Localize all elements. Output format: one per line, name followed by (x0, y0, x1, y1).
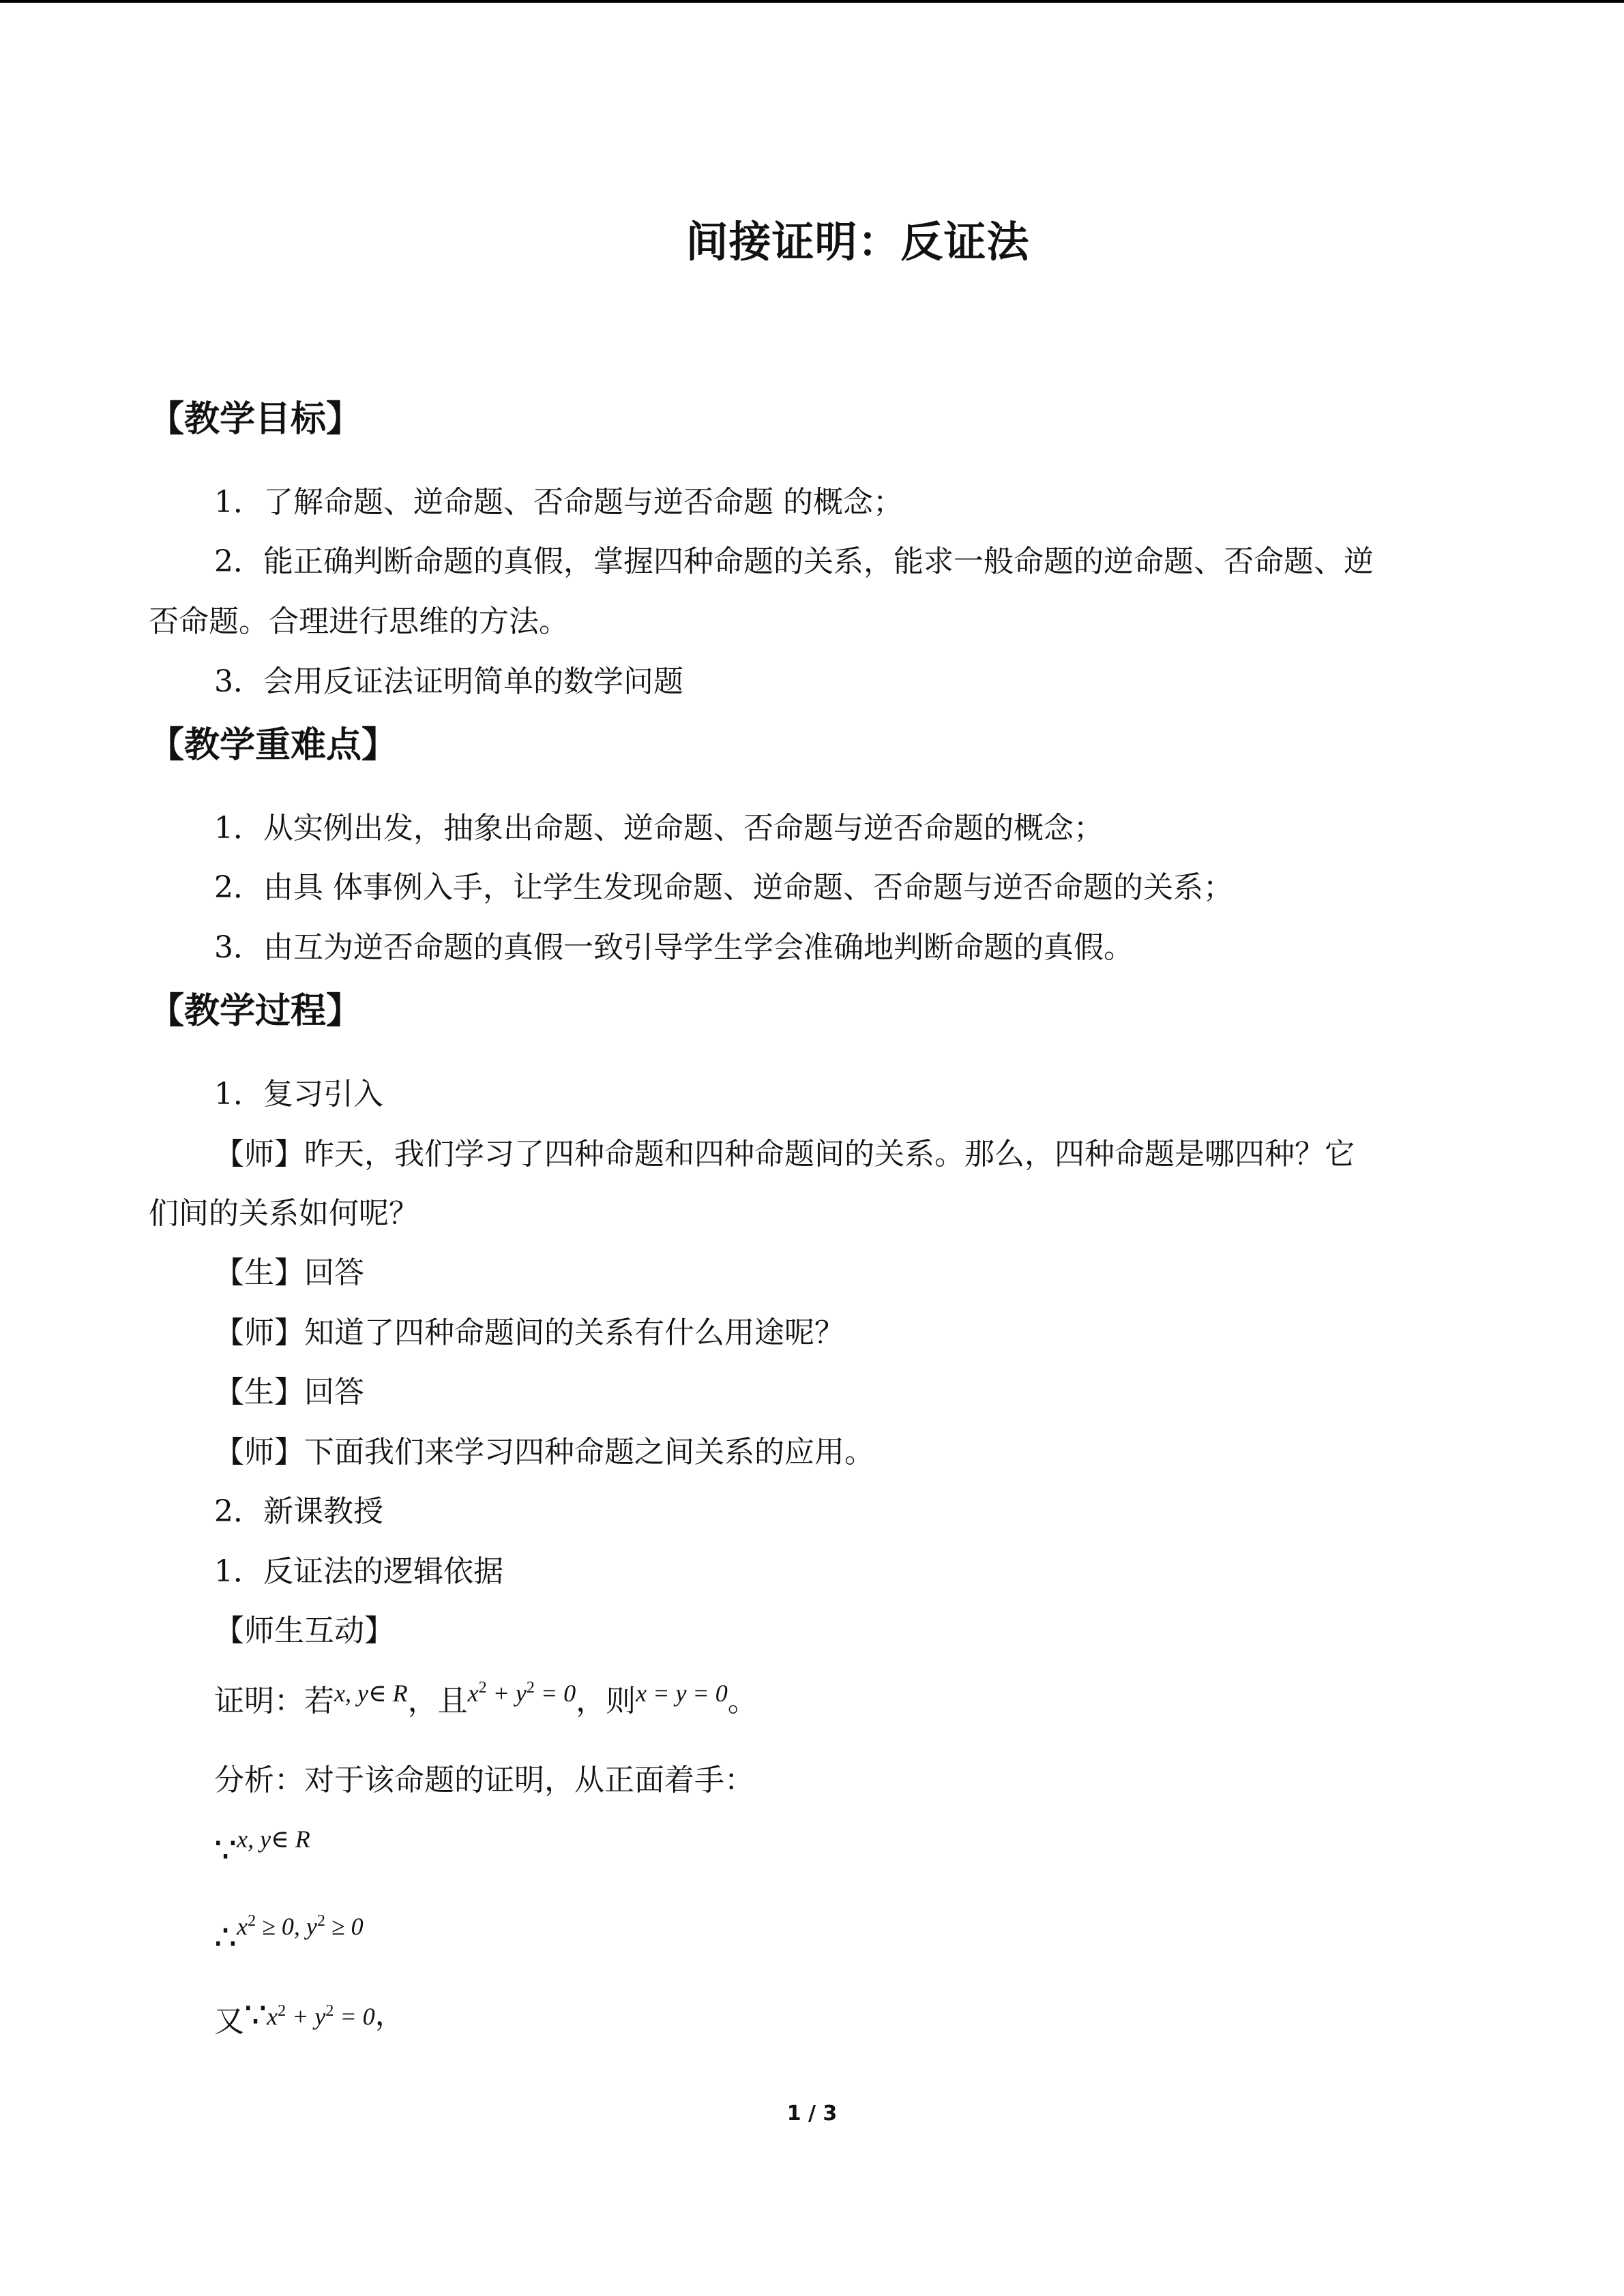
process-line-2-cont: 们间的关系如何呢？ (149, 1196, 419, 1231)
section-heading-goals: 【教学目标】 (149, 399, 362, 440)
because-symbol: ∵ (214, 1830, 237, 1871)
proof-condition-2: x2 + y2 = 0 (467, 1679, 576, 1707)
proof-sep-1: ，且 (407, 1684, 468, 1718)
page-number: 1 / 3 (786, 2102, 838, 2126)
also-prefix: 又 (214, 2004, 244, 2039)
process-line-6: 【师】下面我们来学习四种命题之间关系的应用。 (214, 1435, 874, 1470)
proof-end: 。 (727, 1684, 758, 1718)
section-heading-process: 【教学过程】 (149, 991, 362, 1032)
process-line-3: 【生】回答 (214, 1255, 364, 1290)
goal-line-2-cont: 否命题。合理进行思维的方法。 (149, 604, 569, 639)
therefore-symbol: ∴ (214, 1918, 237, 1958)
therefore-line (214, 1903, 364, 1958)
proof-condition-1: x, y∈ R (334, 1680, 408, 1707)
page-title: 间接证明：反证法 (685, 217, 1030, 267)
goal-line-3: 3．会用反证法证明简单的数学问题 (214, 664, 683, 699)
process-line-9: 【师生互动】 (214, 1613, 394, 1648)
proof-conclusion: x = y = 0 (636, 1680, 728, 1707)
process-line-1: 1．复习引入 (214, 1077, 383, 1112)
also-line (214, 1990, 405, 2039)
also-because-symbol: ∵ (244, 1995, 267, 2036)
because-expression: x, y∈ R (237, 1825, 310, 1853)
also-expression: $x^2 + y^2 = 0$ (267, 2002, 375, 2030)
proof-prefix: 证明：若 (214, 1684, 334, 1718)
process-line-8: 1．反证法的逻辑依据 (214, 1554, 503, 1589)
page-top-border (0, 0, 1624, 3)
process-line-5: 【生】回答 (214, 1375, 364, 1410)
keypoint-line-3: 3．由互为逆否命题的真假一致引导学生学会准确地判断命题的真假。 (214, 930, 1134, 965)
keypoint-line-2: 2．由具 体事例入手，让学生发现命题、逆命题、否命题与逆否命题的关系； (214, 870, 1233, 905)
therefore-expression: $x^2 \ge 0$, $y^2 \ge 0$ (237, 1912, 364, 1940)
process-line-2: 【师】昨天，我们学习了四种命题和四种命题间的关系。那么，四种命题是哪四种？它 (214, 1137, 1355, 1172)
section-heading-keypoints: 【教学重难点】 (149, 725, 398, 766)
because-line (214, 1815, 310, 1871)
also-end: ， (374, 1997, 405, 2032)
process-line-4: 【师】知道了四种命题间的关系有什么用途呢？ (214, 1315, 844, 1350)
process-line-7: 2．新课教授 (214, 1494, 383, 1529)
keypoint-line-1: 1．从实例出发，抽象出命题、逆命题、否命题与逆否命题的概念； (214, 811, 1104, 846)
goal-line-2: 2．能正确判断命题的真假，掌握四种命题的关系，能求一般命题的逆命题、否命题、逆 (214, 544, 1374, 579)
proof-statement (214, 1676, 758, 1720)
analysis-line: 分析：对于该命题的证明，从正面着手： (214, 1763, 754, 1798)
goal-line-1: 1．了解命题、逆命题、否命题与逆否命题 的概念； (214, 485, 903, 520)
proof-sep-2: ，则 (576, 1684, 636, 1718)
